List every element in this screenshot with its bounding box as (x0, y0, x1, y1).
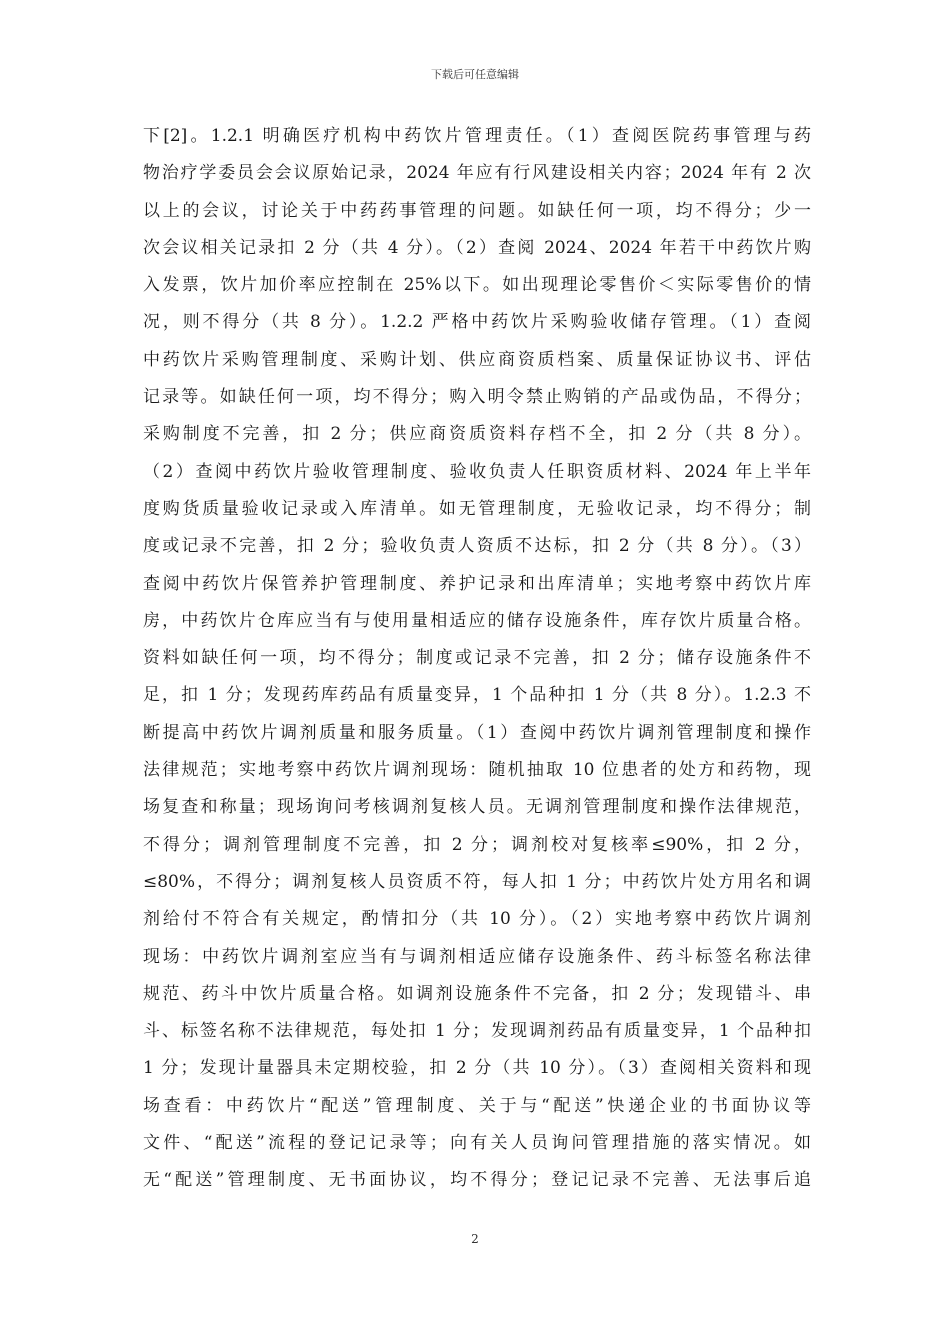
text-line: 现场：中药饮片调剂室应当有与调剂相适应储存设施条件、药斗标签名称法律 (143, 946, 811, 967)
text-line: 采购制度不完善，扣 2 分；供应商资质资料存档不全，扣 2 分（共 8 分）。 (143, 424, 811, 445)
text-line: 查阅中药饮片保管养护管理制度、养护记录和出库清单；实地考察中药饮片库 (143, 573, 811, 594)
text-line: 记录等。如缺任何一项，均不得分；购入明令禁止购销的产品或伪品，不得分； (143, 387, 811, 408)
text-line: 无“配送”管理制度、无书面协议，均不得分；登记记录不完善、无法事后追 (143, 1170, 811, 1191)
document-body (143, 118, 811, 1200)
text-line: 资料如缺任何一项，均不得分；制度或记录不完善，扣 2 分；储存设施条件不 (143, 648, 811, 669)
text-line: 下[2]。1.2.1 明确医疗机构中药饮片管理责任。（1）查阅医院药事管理与药 (143, 126, 811, 146)
page-number: 2 (471, 1232, 479, 1246)
text-line: 断提高中药饮片调剂质量和服务质量。（1）查阅中药饮片调剂管理制度和操作 (143, 722, 811, 743)
text-line: 场复查和称量；现场询问考核调剂复核人员。无调剂管理制度和操作法律规范， (143, 797, 811, 818)
text-line: 剂给付不符合有关规定，酌情扣分（共 10 分）。（2）实地考察中药饮片调剂 (143, 909, 811, 930)
text-line: 1 分；发现计量器具未定期校验，扣 2 分（共 10 分）。（3）查阅相关资料和现 (143, 1058, 811, 1079)
text-line: 况，则不得分（共 8 分）。1.2.2 严格中药饮片采购验收储存管理。（1）查阅 (143, 312, 811, 333)
text-line: 度或记录不完善，扣 2 分；验收负责人资质不达标，扣 2 分（共 8 分）。（3） (143, 536, 811, 557)
text-line: 足，扣 1 分；发现药库药品有质量变异，1 个品种扣 1 分（共 8 分）。1.2.3 不 (143, 685, 811, 706)
text-line: 以上的会议，讨论关于中药药事管理的问题。如缺任何一项，均不得分；少一 (143, 200, 811, 221)
text-line: 场查看：中药饮片“配送”管理制度、关于与“配送”快递企业的书面协议等 (143, 1095, 811, 1116)
text-line: 不得分；调剂管理制度不完善，扣 2 分；调剂校对复核率≤90%，扣 2 分， (143, 834, 811, 855)
text-line: 规范、药斗中饮片质量合格。如调剂设施条件不完备，扣 2 分；发现错斗、串 (143, 983, 811, 1004)
text-line: 入发票，饮片加价率应控制在 25%以下。如出现理论零售价＜实际零售价的情 (143, 275, 811, 296)
text-line: 中药饮片采购管理制度、采购计划、供应商资质档案、质量保证协议书、评估 (143, 349, 811, 370)
text-line: 次会议相关记录扣 2 分（共 4 分）。（2）查阅 2024、2024 年若干中药饮片购 (143, 237, 811, 258)
text-line: 斗、标签名称不法律规范，每处扣 1 分；发现调剂药品有质量变异，1 个品种扣 (143, 1021, 811, 1042)
text-line: 文件、“配送”流程的登记记录等；向有关人员询问管理措施的落实情况。如 (143, 1133, 811, 1154)
text-line: 物治疗学委员会会议原始记录，2024 年应有行风建设相关内容；2024 年有 2 次 (143, 163, 811, 184)
text-line: ≤80%，不得分；调剂复核人员资质不符，每人扣 1 分；中药饮片处方用名和调 (143, 871, 811, 892)
page-header: 下载后可任意编辑 (431, 68, 519, 81)
text-line: （2）查阅中药饮片验收管理制度、验收负责人任职资质材料、2024 年上半年 (143, 461, 811, 482)
text-line: 度购货质量验收记录或入库清单。如无管理制度，无验收记录，均不得分；制 (143, 498, 811, 519)
text-line: 法律规范；实地考察中药饮片调剂现场：随机抽取 10 位患者的处方和药物，现 (143, 760, 811, 781)
text-line: 房，中药饮片仓库应当有与使用量相适应的储存设施条件，库存饮片质量合格。 (143, 610, 811, 631)
